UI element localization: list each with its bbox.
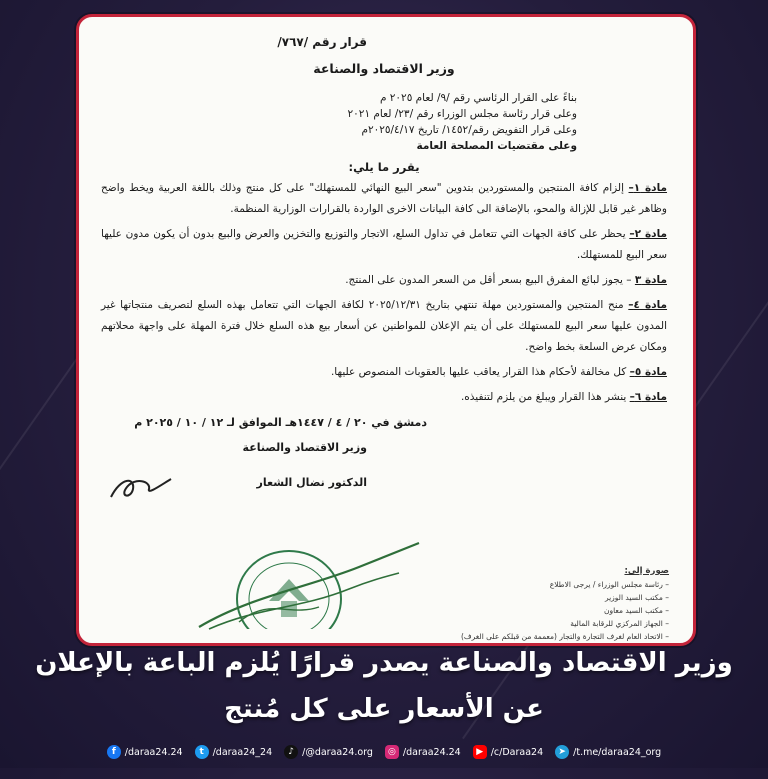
preamble-line: وعلى قرار رئاسة مجلس الوزراء رقم /٢٣/ لعام ٢٠٢١ xyxy=(347,108,577,120)
social-handle: /@daraa24.org xyxy=(302,746,373,758)
facebook-icon: f xyxy=(107,745,121,759)
article-text: يحظر على كافة الجهات التي تتعامل في تداول السلع، الاتجار والتوزيع والتخزين والعرض والبيع بدون أن يكون مدون عليها سعر البيع للمستهلك. xyxy=(101,228,667,261)
article-1 xyxy=(101,178,667,220)
headline-line-2: عن الأسعار على كل مُنتج xyxy=(224,694,544,724)
article-label: مادة ٥– xyxy=(629,366,667,378)
social-handle: /daraa24.24 xyxy=(124,746,183,758)
preamble-line: وعلى قرار التفويض رقم/١٤٥٢/ تاريخ ٢٠٢٥/٤/١٧م xyxy=(361,124,577,136)
article-2 xyxy=(101,224,667,266)
article-6 xyxy=(101,387,667,408)
article-label: مادة ٦– xyxy=(629,391,667,403)
telegram-icon: ➤ xyxy=(555,745,569,759)
headline-line-1: وزير الاقتصاد والصناعة يصدر قرارًا يُلزم الباعة بالإعلان xyxy=(35,648,733,678)
minister-title: وزير الاقتصاد والصناعة xyxy=(313,61,455,76)
signer-title: وزير الاقتصاد والصناعة xyxy=(242,441,367,454)
article-text: إلزام كافة المنتجين والمستوردين بتدوين "سعر البيع النهائي للمستهلك" على كل منتج وذلك باللغة العربية ويخط واضح وظاهر غير قابل للإزالة والمحو، بالإضافة الى كافة البيانات الاخرى الواردة بالقرارات الوزارية المنظمة. xyxy=(101,182,667,215)
copies-item: – مكتب السيد الوزير xyxy=(604,593,669,602)
preamble xyxy=(101,90,577,154)
copies-list xyxy=(449,565,669,643)
article-label: مادة ١– xyxy=(628,182,668,194)
social-twitter[interactable] xyxy=(195,745,273,759)
copies-item: – الجهاز المركزي للرقابة المالية xyxy=(570,619,669,628)
signature-icon xyxy=(105,467,177,507)
article-text: ينشر هذا القرار ويبلغ من يلزم لتنفيذه. xyxy=(460,391,627,403)
article-label: مادة ٣ xyxy=(634,274,667,286)
social-tiktok[interactable] xyxy=(284,745,373,759)
article-text: – يجوز لبائع المفرق البيع بسعر أقل من السعر المدون على المنتج. xyxy=(345,274,632,286)
copies-item: – مكتب السيد معاون xyxy=(604,606,669,615)
signer-name: الدكتور نضال الشعار xyxy=(256,476,367,489)
instagram-icon: ◎ xyxy=(385,745,399,759)
preamble-line: وعلى مقتضيات المصلحة العامة xyxy=(416,140,577,152)
copies-heading: صورة إلى: xyxy=(624,566,669,576)
article-text: كل مخالفة لأحكام هذا القرار يعاقب عليها بالعقوبات المنصوص عليها. xyxy=(330,366,627,378)
decision-number: قرار رقم /٧٦٧/ xyxy=(277,35,367,49)
youtube-icon: ▶ xyxy=(473,745,487,759)
decides-heading: يقرر ما يلي: xyxy=(348,160,420,174)
social-handle: /daraa24.24 xyxy=(402,746,461,758)
tiktok-icon: ♪ xyxy=(284,745,298,759)
twitter-icon: t xyxy=(195,745,209,759)
article-text: منح المنتجين والمستوردين مهلة تنتهي بتاريخ ٢٠٢٥/١٢/٣١ لكافة الجهات التي تتعامل بهذه السلع لتصريف منتجاتها غير المدون عليها سعر البيع للمستهلك على أن يتم الإعلان للمواطنين عن أسعار بيع هذه السلع خلال فترة المهلة على واجهة محلاتهم ومكان عرض السلعة بخط واضح. xyxy=(101,299,667,353)
signature-icon xyxy=(179,537,429,637)
social-handle: /c/Daraa24 xyxy=(490,746,544,758)
article-4 xyxy=(101,295,667,358)
date-line: دمشق في ٢٠ / ٤ / ١٤٤٧هـ الموافق لـ ١٢ / ١٠ / ٢٠٢٥ م xyxy=(134,416,427,429)
article-3 xyxy=(101,270,667,291)
social-instagram[interactable] xyxy=(385,745,461,759)
social-handle: /t.me/daraa24_org xyxy=(573,746,662,758)
social-facebook[interactable] xyxy=(107,745,183,759)
social-bar xyxy=(0,742,768,762)
social-telegram[interactable] xyxy=(555,745,661,759)
article-label: مادة ٤– xyxy=(628,299,668,311)
document-card xyxy=(76,14,696,646)
copies-item: – الاتحاد العام لغرف التجارة والتجار (معممة من قبلكم على الغرف) xyxy=(460,632,669,641)
preamble-line: بناءً على القرار الرئاسي رقم /٩/ لعام ٢٠٢٥ م xyxy=(379,92,577,104)
social-handle: /daraa24_24 xyxy=(212,746,273,758)
social-youtube[interactable] xyxy=(473,745,543,759)
article-label: مادة ٢– xyxy=(629,228,668,240)
copies-item: – رئاسة مجلس الوزراء / يرجى الاطلاع xyxy=(549,580,669,589)
article-5 xyxy=(101,362,667,383)
